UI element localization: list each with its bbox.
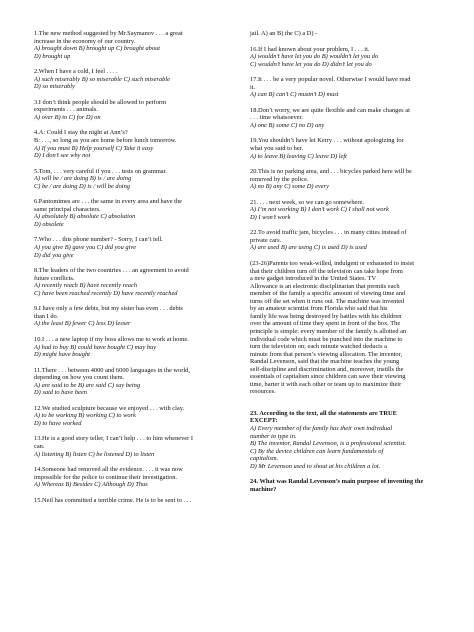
question-item — [34, 466, 234, 489]
question-item — [250, 76, 455, 99]
passage-line: minute from that person’s viewing allocation. The inventor, — [250, 350, 403, 358]
question-stem: 18.Don’t worry, we are quite flexible and can make changes at — [250, 106, 410, 114]
answer-options: A) one B) some C) no D) any — [250, 121, 325, 129]
passage-line: individual code which must be punched into the machine to — [250, 335, 403, 343]
answer-options: A) brought down B) brought up C) brought about — [34, 45, 161, 53]
question-item — [250, 46, 455, 69]
question-stem: private cars. — [250, 236, 282, 244]
question-stem: 3.I don’t think people should be allowed to perform — [34, 98, 167, 106]
answer-options: A) wouldn’t have let you do B) wouldn’t let you do — [250, 53, 379, 61]
question-stem: 8.The leaders of the two countries . . . an agreement to avoid — [34, 267, 189, 275]
question-stem: 23. According to the text, all the statements are TRUE — [250, 409, 397, 417]
answer-options: A) over B) to C) for D) on — [34, 113, 101, 121]
question-stem: 15.Neil has committed a terrible crime. He is to be sent to . . . — [34, 496, 192, 504]
question-stem: 24. What was Randal Levenson’s main purpose of inventing the — [250, 478, 424, 486]
answer-options: B) The inventor, Randal Levenson, is a professional scientist. — [250, 440, 407, 448]
question-item — [34, 30, 234, 60]
answer-options: A) to be working B) working C) to work — [34, 412, 136, 420]
answer-options: D) brought up — [34, 52, 71, 60]
question-stem: 17.It . . . be a very popular novel. Otherwise I would have read — [250, 76, 411, 84]
passage-line: Allowance is an electronic disciplinarian that permits each — [250, 282, 400, 290]
answer-options: A) no B) any C) some D) every — [250, 183, 329, 191]
answer-options: A) can B) can’t C) mustn’t D) must — [250, 91, 339, 99]
question-stem: 6.Pantomimes are . . . the same in every area and have the — [34, 198, 182, 206]
answer-options: number to type in. — [250, 432, 297, 440]
question-stem: 21. . . . next week, so we can go somewhere. — [250, 198, 364, 206]
question-stem: 19.You shouldn’t have let Kerry . . . without apologizing for — [250, 137, 404, 145]
passage-line: essentials of capitalism since children can save their viewing — [250, 373, 406, 381]
passage-line: (23-26)Parents too weak-willed, indulgent or exhausted to insist — [250, 260, 414, 268]
answer-options: C) have been reached recently D) have recently reached — [34, 289, 178, 297]
question-item — [250, 168, 455, 191]
question-24 — [250, 478, 455, 493]
question-item — [250, 30, 455, 38]
question-item — [34, 129, 234, 159]
answer-options: A) If you must B) Help yourself C) Take it easy — [34, 144, 154, 152]
question-stem: . . . time whatsoever. — [250, 114, 303, 122]
answer-options: D) I won’t work — [250, 213, 291, 221]
question-stem: 7.Who . . . this phone number? - Sorry, I can’t tell. — [34, 236, 163, 244]
reading-passage — [250, 260, 455, 396]
passage-line: that their children turn off the television can take hope from — [250, 267, 403, 275]
question-stem: jail. A) an B) the C) a D) - — [250, 30, 318, 37]
question-stem: 12.We studied sculpture because we enjoyed . . . with clay. — [34, 404, 185, 412]
question-item — [34, 99, 234, 122]
question-stem: it. — [250, 83, 256, 91]
question-stem: experiments . . . animals. — [34, 106, 98, 114]
left-column — [34, 30, 234, 512]
question-item — [34, 435, 234, 458]
question-item — [34, 236, 234, 259]
passage-line: by an amateur scientist from Florida who said that his — [250, 305, 388, 313]
question-stem: 2.When I have a cold, I feel . . . . — [34, 68, 118, 76]
question-stem: 1.The new method suggested by Mr.Saymanov . . . a great — [34, 30, 183, 37]
answer-options: D) said to have been — [34, 389, 87, 397]
question-item — [250, 229, 455, 252]
question-stem: impossible for the police to continue their investigation. — [34, 473, 178, 481]
passage-line: self-discipline and discrimination and, moreover, instills the — [250, 365, 404, 373]
question-stem: 9.I have only a few debts, but my sister has even . . . debts — [34, 305, 183, 313]
answer-options: A) you give B) gave you C) did you give — [34, 244, 137, 252]
question-stem: 16.If I had known about your problem, I . . . it. — [250, 45, 370, 53]
answer-options: D) to have worked — [34, 419, 82, 427]
question-stem: 14.Someone had removed all the evidence. . . . it was now — [34, 466, 183, 474]
answer-options: D) might have bought — [34, 351, 90, 359]
question-stem: 10.I . . . a new laptop if my boss allows me to work at home. — [34, 335, 189, 343]
question-item — [250, 199, 455, 222]
question-stem: removed by the police. — [250, 175, 309, 183]
answer-options: A) Every member of the family has their own individual — [250, 424, 393, 432]
passage-line: Randal Levenson, said that the machine teaches the young — [250, 358, 400, 366]
answer-options: A) listening B) listen C) be listened D) to listen — [34, 450, 155, 458]
answer-options: A) will be / are doing B) is / are doing — [34, 175, 132, 183]
question-stem: 5.Tom, . . . very careful if you . . . tests on grammar. — [34, 167, 168, 175]
answer-options: C) wouldn’t have let you do D) didn’t let you do — [250, 60, 372, 68]
answer-options: D) did you give — [34, 251, 74, 259]
question-stem: 20.This is no parking area, and . . . bicycles parked here will be — [250, 168, 412, 176]
answer-options: A) I’m not working B) I don’t work C) I shall not work — [250, 206, 389, 214]
question-stem: future conflicts. — [34, 274, 75, 282]
question-item — [34, 405, 234, 428]
question-item — [34, 336, 234, 359]
passage-line: turn the television on; each minute watched deducts a — [250, 343, 387, 351]
answer-options: A) to leave B) leaving C) leave D) left — [250, 152, 347, 160]
passage-line: time, barter it with each other or team up to maximize their — [250, 380, 402, 388]
question-stem: 13.He is a good story teller, I can’t help . . . to him whenever I — [34, 435, 193, 443]
question-item — [34, 168, 234, 191]
answer-options: C) By the device children can learn fundamentals of — [250, 447, 384, 455]
answer-options: A) are used B) are using C) is used D) is used — [250, 244, 367, 252]
passage-line: resources. — [250, 388, 276, 396]
answer-options: A) such miserably B) so miserable C) such miserable — [34, 75, 170, 83]
question-item — [250, 107, 455, 130]
question-stem: increase in the economy of our country. — [34, 37, 136, 45]
question-23 — [250, 410, 455, 470]
answer-options: C) be / are doing D) is / will be doing — [34, 182, 130, 190]
passage-line: turns off the set when it runs out. The machine was invented — [250, 297, 405, 305]
question-stem: depending on how you count them. — [34, 374, 125, 382]
passage-line: principle is simple: every member of the family is allotted an — [250, 327, 407, 335]
answer-options: capitalism. — [250, 455, 279, 463]
question-item — [34, 305, 234, 328]
passage-line: member of the family a specific amount of viewing time and — [250, 290, 406, 298]
answer-options: A) the least B) fewer C) less D) lesser — [34, 320, 131, 328]
question-stem: than I do. — [34, 312, 59, 320]
passage-line: over the amount of time they spent in front of the box. The — [250, 320, 401, 328]
answer-options: D) so miserably — [34, 83, 75, 91]
question-stem: EXCEPT: — [250, 417, 278, 425]
question-stem: 22.To avoid traffic jam, bicycles . . . in many cities instead of — [250, 229, 407, 237]
question-stem: same principal characters. — [34, 205, 101, 213]
answer-options: A) had to buy B) could have bought C) may buy — [34, 343, 157, 351]
question-item — [34, 198, 234, 228]
right-column — [250, 30, 455, 501]
passage-line: a new gadget introduced in the United States. TV — [250, 275, 377, 283]
question-stem: machine? — [250, 485, 277, 493]
answer-options: D) Mr Levenson used to shout at his children a lot. — [250, 462, 381, 470]
answer-options: A) are said to be B) are said C) say being — [34, 381, 141, 389]
answer-options: D) I don’t see why not — [34, 152, 91, 160]
question-stem: 4.A: Could I stay the night at Ann’s? — [34, 129, 128, 137]
question-stem: B: . . ., so long as you are home before lunch tomorrow. — [34, 137, 177, 145]
question-item — [250, 137, 455, 160]
passage-line: family life was being destroyed by battles with his children — [250, 312, 402, 320]
answer-options: A) absolutely B) absolute C) absolution — [34, 213, 136, 221]
question-item — [34, 497, 234, 505]
answer-options: D) obsolete — [34, 220, 64, 228]
answer-options: A) Whereas B) Besides C) Although D) Thus — [34, 481, 148, 489]
question-item — [34, 68, 234, 91]
question-stem: what you said to her. — [250, 145, 304, 153]
question-stem: 11.There . . . between 4000 and 6000 languages in the world, — [34, 366, 190, 374]
question-item — [34, 367, 234, 397]
answer-options: A) recently reach B) have recently reach — [34, 282, 138, 290]
question-stem: can. — [34, 442, 45, 450]
question-item — [34, 267, 234, 297]
